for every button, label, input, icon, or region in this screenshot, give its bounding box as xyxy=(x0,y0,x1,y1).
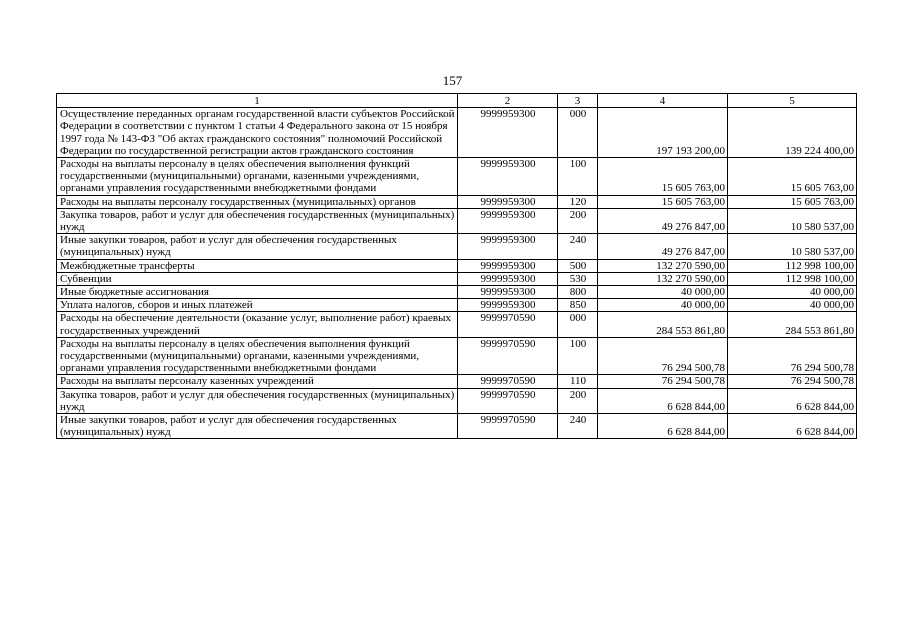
expense-name-cell: Межбюджетные трансферты xyxy=(57,259,458,272)
expense-type-code-cell: 000 xyxy=(558,108,598,158)
column-header-1: 1 xyxy=(57,94,458,108)
expense-name-cell: Расходы на обеспечение деятельности (оказание услуг, выполнение работ) краевых государственных учреждений xyxy=(57,312,458,337)
table-row xyxy=(57,414,857,439)
target-article-code-cell: 9999959300 xyxy=(458,108,558,158)
amount-cell: 10 580 537,00 xyxy=(728,234,857,259)
amount-cell: 139 224 400,00 xyxy=(728,108,857,158)
amount-cell: 10 580 537,00 xyxy=(728,208,857,233)
column-header-2: 2 xyxy=(458,94,558,108)
target-article-code-cell: 9999970590 xyxy=(458,388,558,413)
amount-cell: 6 628 844,00 xyxy=(728,414,857,439)
target-article-code-cell: 9999959300 xyxy=(458,272,558,285)
table-row xyxy=(57,337,857,375)
page-number: 157 xyxy=(442,73,463,88)
expense-name-cell: Закупка товаров, работ и услуг для обеспечения государственных (муниципальных) нужд xyxy=(57,388,458,413)
expense-type-code-cell: 110 xyxy=(558,375,598,388)
amount-cell: 15 605 763,00 xyxy=(728,195,857,208)
amount-cell: 112 998 100,00 xyxy=(728,272,857,285)
amount-cell: 284 553 861,80 xyxy=(598,312,728,337)
table-row xyxy=(57,208,857,233)
amount-cell: 40 000,00 xyxy=(598,286,728,299)
amount-cell: 284 553 861,80 xyxy=(728,312,857,337)
expense-type-code-cell: 240 xyxy=(558,234,598,259)
target-article-code-cell: 9999959300 xyxy=(458,234,558,259)
table-row xyxy=(57,259,857,272)
target-article-code-cell: 9999970590 xyxy=(458,375,558,388)
amount-cell: 49 276 847,00 xyxy=(598,208,728,233)
table-row xyxy=(57,272,857,285)
target-article-code-cell: 9999959300 xyxy=(458,195,558,208)
amount-cell: 15 605 763,00 xyxy=(728,158,857,196)
expense-type-code-cell: 850 xyxy=(558,299,598,312)
amount-cell: 76 294 500,78 xyxy=(598,337,728,375)
expense-name-cell: Уплата налогов, сборов и иных платежей xyxy=(57,299,458,312)
table-row xyxy=(57,195,857,208)
amount-cell: 76 294 500,78 xyxy=(598,375,728,388)
amount-cell: 15 605 763,00 xyxy=(598,158,728,196)
amount-cell: 6 628 844,00 xyxy=(728,388,857,413)
column-header-3: 3 xyxy=(558,94,598,108)
expense-name-cell: Расходы на выплаты персоналу в целях обеспечения выполнения функций государственными (муниципальными) органами, казенными учреждениями, органами управления государственными внебюджетными фондами xyxy=(57,158,458,196)
amount-cell: 76 294 500,78 xyxy=(728,375,857,388)
amount-cell: 76 294 500,78 xyxy=(728,337,857,375)
target-article-code-cell: 9999970590 xyxy=(458,414,558,439)
table-row xyxy=(57,286,857,299)
target-article-code-cell: 9999959300 xyxy=(458,286,558,299)
expense-name-cell: Расходы на выплаты персоналу государственных (муниципальных) органов xyxy=(57,195,458,208)
budget-table xyxy=(56,93,857,439)
amount-cell: 112 998 100,00 xyxy=(728,259,857,272)
expense-type-code-cell: 100 xyxy=(558,337,598,375)
expense-name-cell: Расходы на выплаты персоналу казенных учреждений xyxy=(57,375,458,388)
expense-name-cell: Иные закупки товаров, работ и услуг для обеспечения государственных (муниципальных) нужд xyxy=(57,414,458,439)
expense-type-code-cell: 200 xyxy=(558,208,598,233)
target-article-code-cell: 9999959300 xyxy=(458,259,558,272)
expense-type-code-cell: 000 xyxy=(558,312,598,337)
expense-name-cell: Осуществление переданных органам государственной власти субъектов Российской Федерации в соответствии с пунктом 1 статьи 4 Федерального закона от 15 ноября 1997 года № 143-ФЗ "Об актах гражданского состояния" полномочий Российской Федерации по государственной регистрации актов гражданского состояния xyxy=(57,108,458,158)
expense-name-cell: Иные бюджетные ассигнования xyxy=(57,286,458,299)
expense-name-cell: Иные закупки товаров, работ и услуг для обеспечения государственных (муниципальных) нужд xyxy=(57,234,458,259)
column-header-5: 5 xyxy=(728,94,857,108)
expense-name-cell: Расходы на выплаты персоналу в целях обеспечения выполнения функций государственными (муниципальными) органами, казенными учреждениями, органами управления государственными внебюджетными фондами xyxy=(57,337,458,375)
expense-name-cell: Субвенции xyxy=(57,272,458,285)
amount-cell: 40 000,00 xyxy=(598,299,728,312)
expense-type-code-cell: 530 xyxy=(558,272,598,285)
amount-cell: 197 193 200,00 xyxy=(598,108,728,158)
table-row xyxy=(57,108,857,158)
expense-type-code-cell: 120 xyxy=(558,195,598,208)
table-row xyxy=(57,158,857,196)
amount-cell: 6 628 844,00 xyxy=(598,414,728,439)
table-row xyxy=(57,375,857,388)
table-row xyxy=(57,234,857,259)
amount-cell: 49 276 847,00 xyxy=(598,234,728,259)
target-article-code-cell: 9999959300 xyxy=(458,158,558,196)
amount-cell: 40 000,00 xyxy=(728,286,857,299)
amount-cell: 6 628 844,00 xyxy=(598,388,728,413)
amount-cell: 132 270 590,00 xyxy=(598,259,728,272)
target-article-code-cell: 9999959300 xyxy=(458,299,558,312)
column-number-row xyxy=(57,94,857,108)
table-row xyxy=(57,312,857,337)
expense-type-code-cell: 500 xyxy=(558,259,598,272)
expense-type-code-cell: 800 xyxy=(558,286,598,299)
table-row xyxy=(57,388,857,413)
expense-type-code-cell: 100 xyxy=(558,158,598,196)
amount-cell: 40 000,00 xyxy=(728,299,857,312)
table-row xyxy=(57,299,857,312)
target-article-code-cell: 9999970590 xyxy=(458,337,558,375)
target-article-code-cell: 9999970590 xyxy=(458,312,558,337)
expense-type-code-cell: 240 xyxy=(558,414,598,439)
amount-cell: 15 605 763,00 xyxy=(598,195,728,208)
amount-cell: 132 270 590,00 xyxy=(598,272,728,285)
expense-type-code-cell: 200 xyxy=(558,388,598,413)
expense-name-cell: Закупка товаров, работ и услуг для обеспечения государственных (муниципальных) нужд xyxy=(57,208,458,233)
target-article-code-cell: 9999959300 xyxy=(458,208,558,233)
column-header-4: 4 xyxy=(598,94,728,108)
